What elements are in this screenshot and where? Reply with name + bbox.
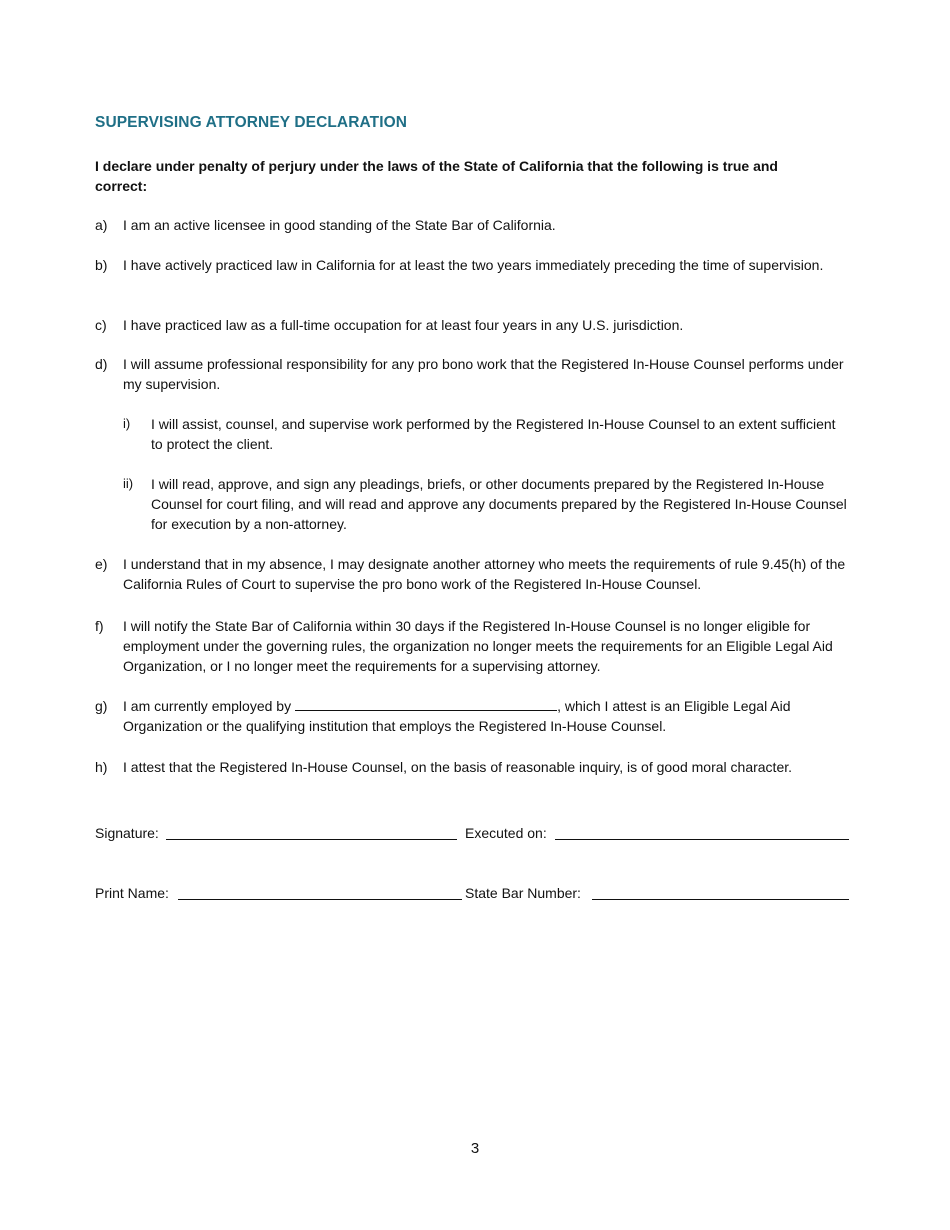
item-text: I am an active licensee in good standing of the State Bar of California. xyxy=(123,217,556,233)
item-marker: h) xyxy=(95,759,108,775)
employer-prefix: I am currently employed by xyxy=(123,698,292,714)
sub-item-marker: i) xyxy=(123,416,131,431)
signature-label: Signature: xyxy=(95,825,159,841)
item-text: I understand that in my absence, I may designate another attorney who meets the requirements of rule 9.45(h) of the California Rules of Court to supervise the pro bono work of the Registered In-House Counsel. xyxy=(123,556,846,592)
sub-item-marker: ii) xyxy=(123,476,134,491)
item-marker: b) xyxy=(95,257,108,273)
item-marker: g) xyxy=(95,698,108,714)
item-text xyxy=(123,696,855,736)
state-bar-number-field[interactable] xyxy=(592,883,849,900)
signature-field[interactable] xyxy=(166,823,457,840)
item-marker: d) xyxy=(95,356,108,372)
declaration-statement: I declare under penalty of perjury under the laws of the State of California that the following is true and correct: xyxy=(95,158,778,194)
item-marker: a) xyxy=(95,217,108,233)
print-name-field[interactable] xyxy=(178,883,462,900)
item-marker: f) xyxy=(95,618,104,634)
state-bar-number-label: State Bar Number: xyxy=(465,885,581,901)
employer-field[interactable] xyxy=(295,696,557,711)
item-marker: e) xyxy=(95,556,108,572)
sub-item-text: I will read, approve, and sign any pleadings, briefs, or other documents prepared by the Registered In-House Counsel for court filing, and will read and approve any documents prepared by the Registered In-House Counsel for execution by a non-attorney. xyxy=(151,476,847,532)
item-text: I will notify the State Bar of California within 30 days if the Registered In-House Counsel is no longer eligible for employment under the governing rules, the organization no longer meets the requirements for an Eligible Legal Aid Organization, or I no longer meet the requirements for a supervising attorney. xyxy=(123,618,833,674)
section-heading: SUPERVISING ATTORNEY DECLARATION xyxy=(95,114,408,131)
page-number: 3 xyxy=(470,1140,480,1157)
item-text: I have actively practiced law in California for at least the two years immediately preceding the time of supervision. xyxy=(123,257,824,273)
executed-on-label: Executed on: xyxy=(465,825,547,841)
item-marker: c) xyxy=(95,317,107,333)
employer-suffix: , which I attest is an Eligible Legal Aid Organization or the qualifying institution that employs the Registered In-House Counsel. xyxy=(123,698,791,734)
item-text: I have practiced law as a full-time occupation for at least four years in any U.S. jurisdiction. xyxy=(123,317,684,333)
print-name-label: Print Name: xyxy=(95,885,169,901)
item-text: I attest that the Registered In-House Counsel, on the basis of reasonable inquiry, is of good moral character. xyxy=(123,759,793,775)
sub-item-text: I will assist, counsel, and supervise work performed by the Registered In-House Counsel to an extent sufficient to protect the client. xyxy=(151,416,836,452)
executed-on-field[interactable] xyxy=(555,823,849,840)
item-text: I will assume professional responsibility for any pro bono work that the Registered In-House Counsel performs under my supervision. xyxy=(123,356,844,392)
